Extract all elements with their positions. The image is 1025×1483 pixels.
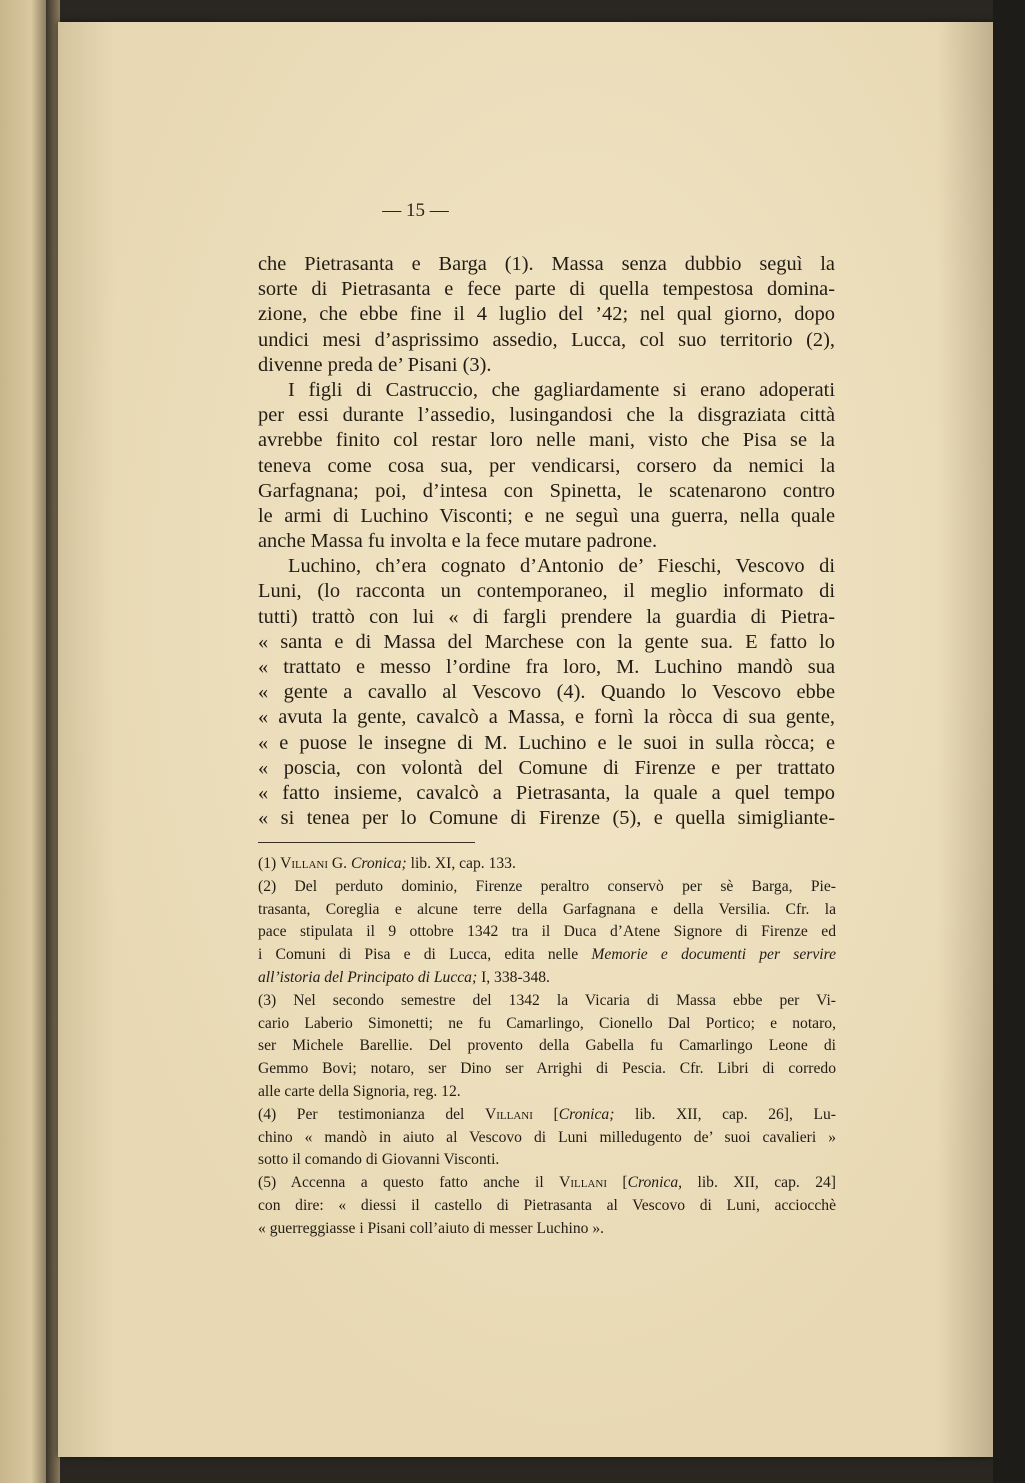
footnote-text: lib. XI, cap. 133. [406,855,516,872]
footnote-line [258,1127,836,1150]
text-line: Garfagnana; poi, d’intesa con Spinetta, le scatenarono contro [258,479,835,502]
footnote [258,876,836,990]
footnote-text: con dire: « diessi il castello di Pietrasanta al Vescovo di Luni, acciocchè [258,1196,836,1214]
footnote-text: G. [328,855,351,872]
text-line: teneva come cosa sua, per vendicarsi, corsero da nemici la [258,454,835,477]
footnote-line [258,899,836,922]
text-line: undici mesi d’asprissimo assedio, Lucca, col suo territorio (2), [258,328,835,351]
footnote-text: [ [607,1174,628,1192]
footnote-line [258,876,836,899]
text-line: « fatto insieme, cavalcò a Pietrasanta, la quale a quel tempo [258,781,835,804]
footnote-line [258,944,836,967]
scan-background [993,0,1025,1483]
footnote-line [258,1149,836,1172]
text-line: per essi durante l’assedio, lusingandosi che la disgraziata città [258,404,835,427]
page-number: — 15 — [382,200,449,221]
text-line: sorte di Pietrasanta e fece parte di quella tempestosa domina- [258,278,835,301]
footnote-text: sotto il comando di Giovanni Visconti. [258,1151,500,1169]
footnote-text: « guerreggiasse i Pisani coll’aiuto di messer Luchino ». [258,1219,605,1237]
previous-page-edge [0,0,52,1483]
text-line: Luchino, ch’era cognato d’Antonio de’ Fieschi, Vescovo di [288,555,835,578]
footnote-line [258,921,836,944]
footnote-text: lib. XII, cap. 26], Lu- [614,1105,837,1123]
footnote-text: chino « mandò in aiuto al Vescovo di Luni milledugento de’ suoi cavalieri » [258,1128,836,1146]
footnote-text: Cronica; [350,855,407,872]
text-line: « santa e di Massa del Marchese con la gente sua. E fatto lo [258,630,835,653]
footnote [258,853,836,876]
footnote-text: ser Michele Barellie. Del provento della Gabella fu Camarlingo Leone di [258,1037,836,1055]
main-text [258,252,835,831]
footnote-text: Villani [484,1105,533,1123]
footnote-text: I, 338-348. [477,968,550,986]
footnote-line [258,990,836,1013]
footnote-text: cario Laberio Simonetti; ne fu Camarlingo, Cionello Dal Portico; e notaro, [258,1014,836,1032]
footnote-text: (5) Accenna a questo fatto anche il [258,1174,560,1192]
text-line: tutti) trattò con lui « di fargli prendere la guardia di Pietra- [258,605,835,628]
footnote-line [258,1035,836,1058]
footnote-line [258,853,836,876]
footnote-text: [ [532,1105,559,1123]
footnote-line [258,1104,836,1127]
footnote-rule [258,842,475,843]
page [58,22,993,1457]
footnote-text: Cronica, [627,1174,683,1192]
footnote-text: trasanta, Coreglia e alcune terre della Garfagnana e della Versilia. Cfr. la [258,900,836,918]
footnote-text: Gemmo Bovi; notaro, ser Dino ser Arrighi di Pescia. Cfr. Libri di corredo [258,1060,836,1078]
footnote-text: Villani [280,855,329,872]
footnote-line [258,967,836,990]
text-line: « gente a cavallo al Vescovo (4). Quando lo Vescovo ebbe [258,681,835,704]
footnote-text: i Comuni di Pisa e di Lucca, edita nelle [258,946,592,964]
footnote-line [258,1195,836,1218]
footnote-line [258,1218,836,1241]
footnote-text: Cronica; [558,1105,615,1123]
footnote-text: all’istoria del Principato di Lucca; [258,968,478,986]
text-line: le armi di Luchino Visconti; e ne seguì una guerra, nella quale [258,504,835,527]
footnote-line [258,1081,836,1104]
text-line: « trattato e messo l’ordine fra loro, M. Luchino mandò sua [258,656,835,678]
text-line: anche Massa fu involta e la fece mutare padrone. [258,530,658,553]
text-line: « avuta la gente, cavalcò a Massa, e fornì la ròcca di sua gente, [258,706,835,729]
text-line: « poscia, con volontà del Comune di Firenze e per trattato [258,756,835,779]
text-line: zione, che ebbe fine il 4 luglio del ’42; nel qual giorno, dopo [258,303,835,326]
footnote [258,1104,836,1172]
footnote-text: (1) [258,855,281,872]
text-line: che Pietrasanta e Barga (1). Massa senza dubbio seguì la [258,253,835,275]
footnote-text: alle carte della Signoria, reg. 12. [258,1082,461,1100]
footnote-text: Villani [559,1174,607,1192]
footnote [258,1172,836,1240]
text-line: « si tenea per lo Comune di Firenze (5), e quella simigliante- [258,807,835,830]
footnote-line [258,1172,836,1195]
footnote-text: (4) Per testimonianza del [258,1105,485,1123]
footnote-text: (2) Del perduto dominio, Firenze peraltro conservò per sè Barga, Pie- [258,877,836,895]
footnote-text: Memorie e documenti per servire [591,946,836,964]
text-line: avrebbe finito col restar loro nelle mani, visto che Pisa se la [258,429,835,452]
footnote-text: lib. XII, cap. 24] [682,1174,836,1192]
text-line: Luni, (lo racconta un contemporaneo, il meglio informato di [258,580,835,603]
footnote-text: (3) Nel secondo semestre del 1342 la Vicaria di Massa ebbe per Vi- [258,991,836,1009]
footnote-text: pace stipulata il 9 ottobre 1342 tra il Duca d’Atene Signore di Firenze ed [258,923,836,941]
footnotes [258,853,836,1241]
text-line: I figli di Castruccio, che gagliardamente si erano adoperati [288,378,835,401]
footnote-line [258,1013,836,1036]
footnote-line [258,1058,836,1081]
text-line: divenne preda de’ Pisani (3). [258,353,492,376]
text-line: « e puose le insegne di M. Luchino e le suoi in sulla ròcca; e [258,731,835,754]
footnote [258,990,836,1104]
